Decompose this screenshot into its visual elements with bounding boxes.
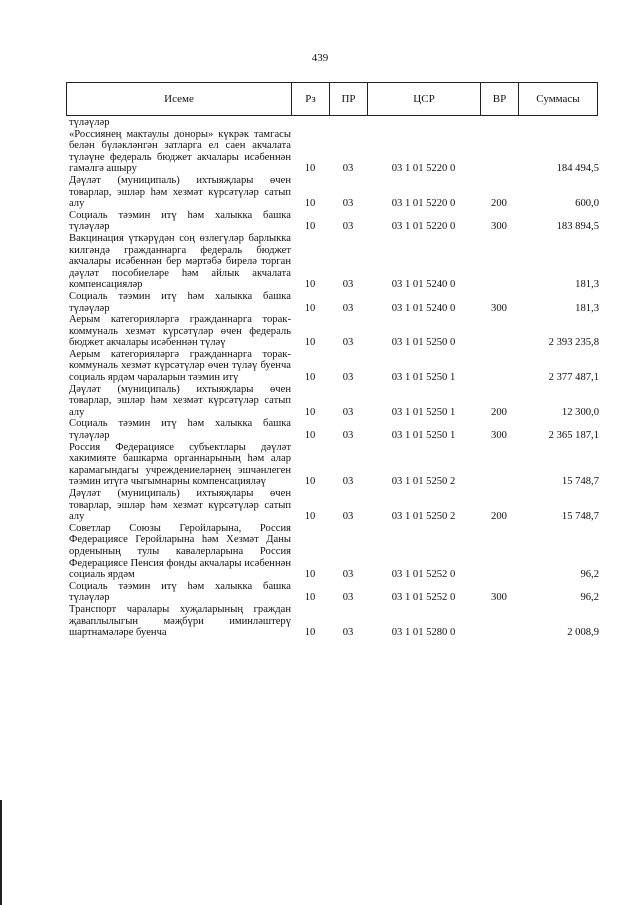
row-sum: 600,0: [575, 198, 599, 210]
row-csr: 03 1 01 5220 0: [391, 221, 456, 233]
row-csr: 03 1 01 5280 0: [391, 627, 456, 639]
row-pr: 03: [342, 279, 354, 291]
row-name: Дәүләт (муниципаль) ихтыяҗлары өчен товарлар, эшләр һәм хезмәт күрсәтүләр сатып алу: [69, 174, 291, 210]
row-pr: 03: [342, 302, 354, 314]
row-csr: 03 1 01 5240 0: [391, 279, 456, 291]
row-pr: 03: [342, 372, 354, 384]
row-sum: 15 748,7: [561, 511, 599, 523]
row-name: Социаль тәэмин итү һәм халыкка башка түләүләр: [69, 290, 291, 314]
row-rz: 10: [304, 406, 316, 418]
row-csr: 03 1 01 5252 0: [391, 569, 456, 581]
row-csr: 03 1 01 5220 0: [391, 198, 456, 210]
row-vr: 300: [491, 302, 507, 314]
row-vr: 200: [491, 198, 507, 210]
row-pr: 03: [342, 406, 354, 418]
row-name: Социаль тәэмин итү һәм халыкка башка түләүләр: [69, 209, 291, 233]
row-rz: 10: [304, 476, 316, 488]
row-csr: 03 1 01 5252 0: [391, 592, 456, 604]
row-csr: 03 1 01 5250 2: [391, 476, 456, 488]
row-name: Советлар Союзы Геройларына, Россия Федерациясе Геройларына һәм Хезмәт Даны орденының тулы кавалерларына Россия Федерациясе Пенсия фонды акчалары исәбеннән социаль ярдәм: [69, 522, 291, 581]
row-csr: 03 1 01 5250 2: [391, 511, 456, 523]
header-pr: ПР: [330, 83, 368, 115]
row-csr: 03 1 01 5250 0: [391, 337, 456, 349]
header-vr: ВР: [481, 83, 519, 115]
row-sum: 2 377 487,1: [548, 372, 599, 384]
row-csr: 03 1 01 5250 1: [391, 406, 456, 418]
scan-edge-mark: [0, 800, 2, 905]
row-csr: 03 1 01 5250 1: [391, 430, 456, 442]
row-sum: 2 008,9: [567, 627, 599, 639]
table-row: [69, 418, 599, 441]
row-sum: 184 494,5: [556, 163, 599, 175]
table-row: [69, 117, 599, 129]
row-rz: 10: [304, 163, 316, 175]
table-body: [69, 117, 599, 639]
row-sum: 181,3: [575, 302, 599, 314]
row-pr: 03: [342, 198, 354, 210]
header-name: Исеме: [67, 83, 292, 115]
row-name: Социаль тәэмин итү һәм халыкка башка түләүләр: [69, 580, 291, 604]
row-sum: 12 300,0: [561, 406, 599, 418]
row-name: Россия Федерациясе субъектлары дәүләт хакимияте башкарма органнарының һәм алар карамагындагы учреждениеләрнең эшчәнлеген тәэмин итүгә чыгымнарны компенсацияләү: [69, 441, 291, 488]
row-name: Аерым категорияләргә гражданнарга торак-коммуналь хезмәт күрсәтүләр өчен түләү буенча социаль ярдәм чараларын тәэмин итү: [69, 348, 291, 384]
table-row: [69, 442, 599, 488]
table-row: [69, 291, 599, 314]
row-name: Вакцинация үткәрүдән соң өзлегүләр барлыкка килгәндә гражданнарга федераль бюджет акчалары исәбеннән бер мәртәбә бирелә торган дәүләт пособиеләре һәм айлык акчалата компенсацияләр: [69, 232, 291, 291]
row-rz: 10: [304, 627, 316, 639]
table-row: [69, 233, 599, 291]
table-row: [69, 314, 599, 349]
row-sum: 96,2: [580, 592, 599, 604]
table-header: [66, 82, 598, 116]
row-name: Дәүләт (муниципаль) ихтыяҗлары өчен товарлар, эшләр һәм хезмәт күрсәтүләр сатып алу: [69, 383, 291, 418]
row-csr: 03 1 01 5250 1: [391, 372, 456, 384]
header-rz: Рз: [292, 83, 330, 115]
row-sum: 15 748,7: [561, 476, 599, 488]
row-rz: 10: [304, 372, 316, 384]
row-sum: 2 393 235,8: [548, 337, 599, 349]
row-pr: 03: [342, 569, 354, 581]
row-rz: 10: [304, 198, 316, 210]
table-row: [69, 349, 599, 384]
row-csr: 03 1 01 5240 0: [391, 302, 456, 314]
table-row: [69, 581, 599, 604]
row-vr: 300: [491, 592, 507, 604]
row-pr: 03: [342, 430, 354, 442]
row-rz: 10: [304, 430, 316, 442]
row-vr: 200: [491, 511, 507, 523]
page-number: 439: [311, 52, 329, 64]
header-sum: Суммасы: [536, 93, 580, 105]
row-rz: 10: [304, 279, 316, 291]
row-rz: 10: [304, 569, 316, 581]
row-pr: 03: [342, 511, 354, 523]
table-row: [69, 488, 599, 523]
row-rz: 10: [304, 511, 316, 523]
row-rz: 10: [304, 302, 316, 314]
row-name: Транспорт чаралары хуҗаларының граждан җаваплылыгын мәҗбүри иминләштерү шартнамәләре буенча: [69, 603, 291, 639]
row-pr: 03: [342, 163, 354, 175]
row-rz: 10: [304, 221, 316, 233]
row-name: түләүләр: [69, 117, 110, 128]
row-pr: 03: [342, 221, 354, 233]
table-row: [69, 523, 599, 581]
row-rz: 10: [304, 337, 316, 349]
table-row: [69, 384, 599, 419]
row-name: «Россиянең мактаулы доноры» күкрәк тамгасы белән бүләкләнгән затларга ел саен акчалата түләүне федераль бюджет акчалары исәбеннән гамәлгә ашыру: [69, 128, 291, 175]
row-pr: 03: [342, 476, 354, 488]
header-csr: ЦСР: [368, 83, 481, 115]
table-row: [69, 129, 599, 175]
row-vr: 300: [491, 221, 507, 233]
table-row: [69, 604, 599, 639]
row-pr: 03: [342, 627, 354, 639]
row-pr: 03: [342, 592, 354, 604]
row-name: Дәүләт (муниципаль) ихтыяҗлары өчен товарлар, эшләр һәм хезмәт күрсәтүләр сатып алу: [69, 488, 291, 523]
table-row: [69, 210, 599, 233]
table-row: [69, 175, 599, 210]
row-sum: 2 365 187,1: [548, 430, 599, 442]
row-sum: 183 894,5: [556, 221, 599, 233]
row-rz: 10: [304, 592, 316, 604]
row-csr: 03 1 01 5220 0: [391, 163, 456, 175]
row-sum: 96,2: [580, 569, 599, 581]
row-sum: 181,3: [575, 279, 599, 291]
row-name: Аерым категорияләргә гражданнарга торак-коммуналь хезмәт күрсәтүләр өчен федераль бюджет акчалары исәбеннән түләү: [69, 314, 291, 349]
row-name: Социаль тәэмин итү һәм халыкка башка түләүләр: [69, 418, 291, 442]
row-vr: 200: [491, 406, 507, 418]
row-vr: 300: [491, 430, 507, 442]
row-pr: 03: [342, 337, 354, 349]
